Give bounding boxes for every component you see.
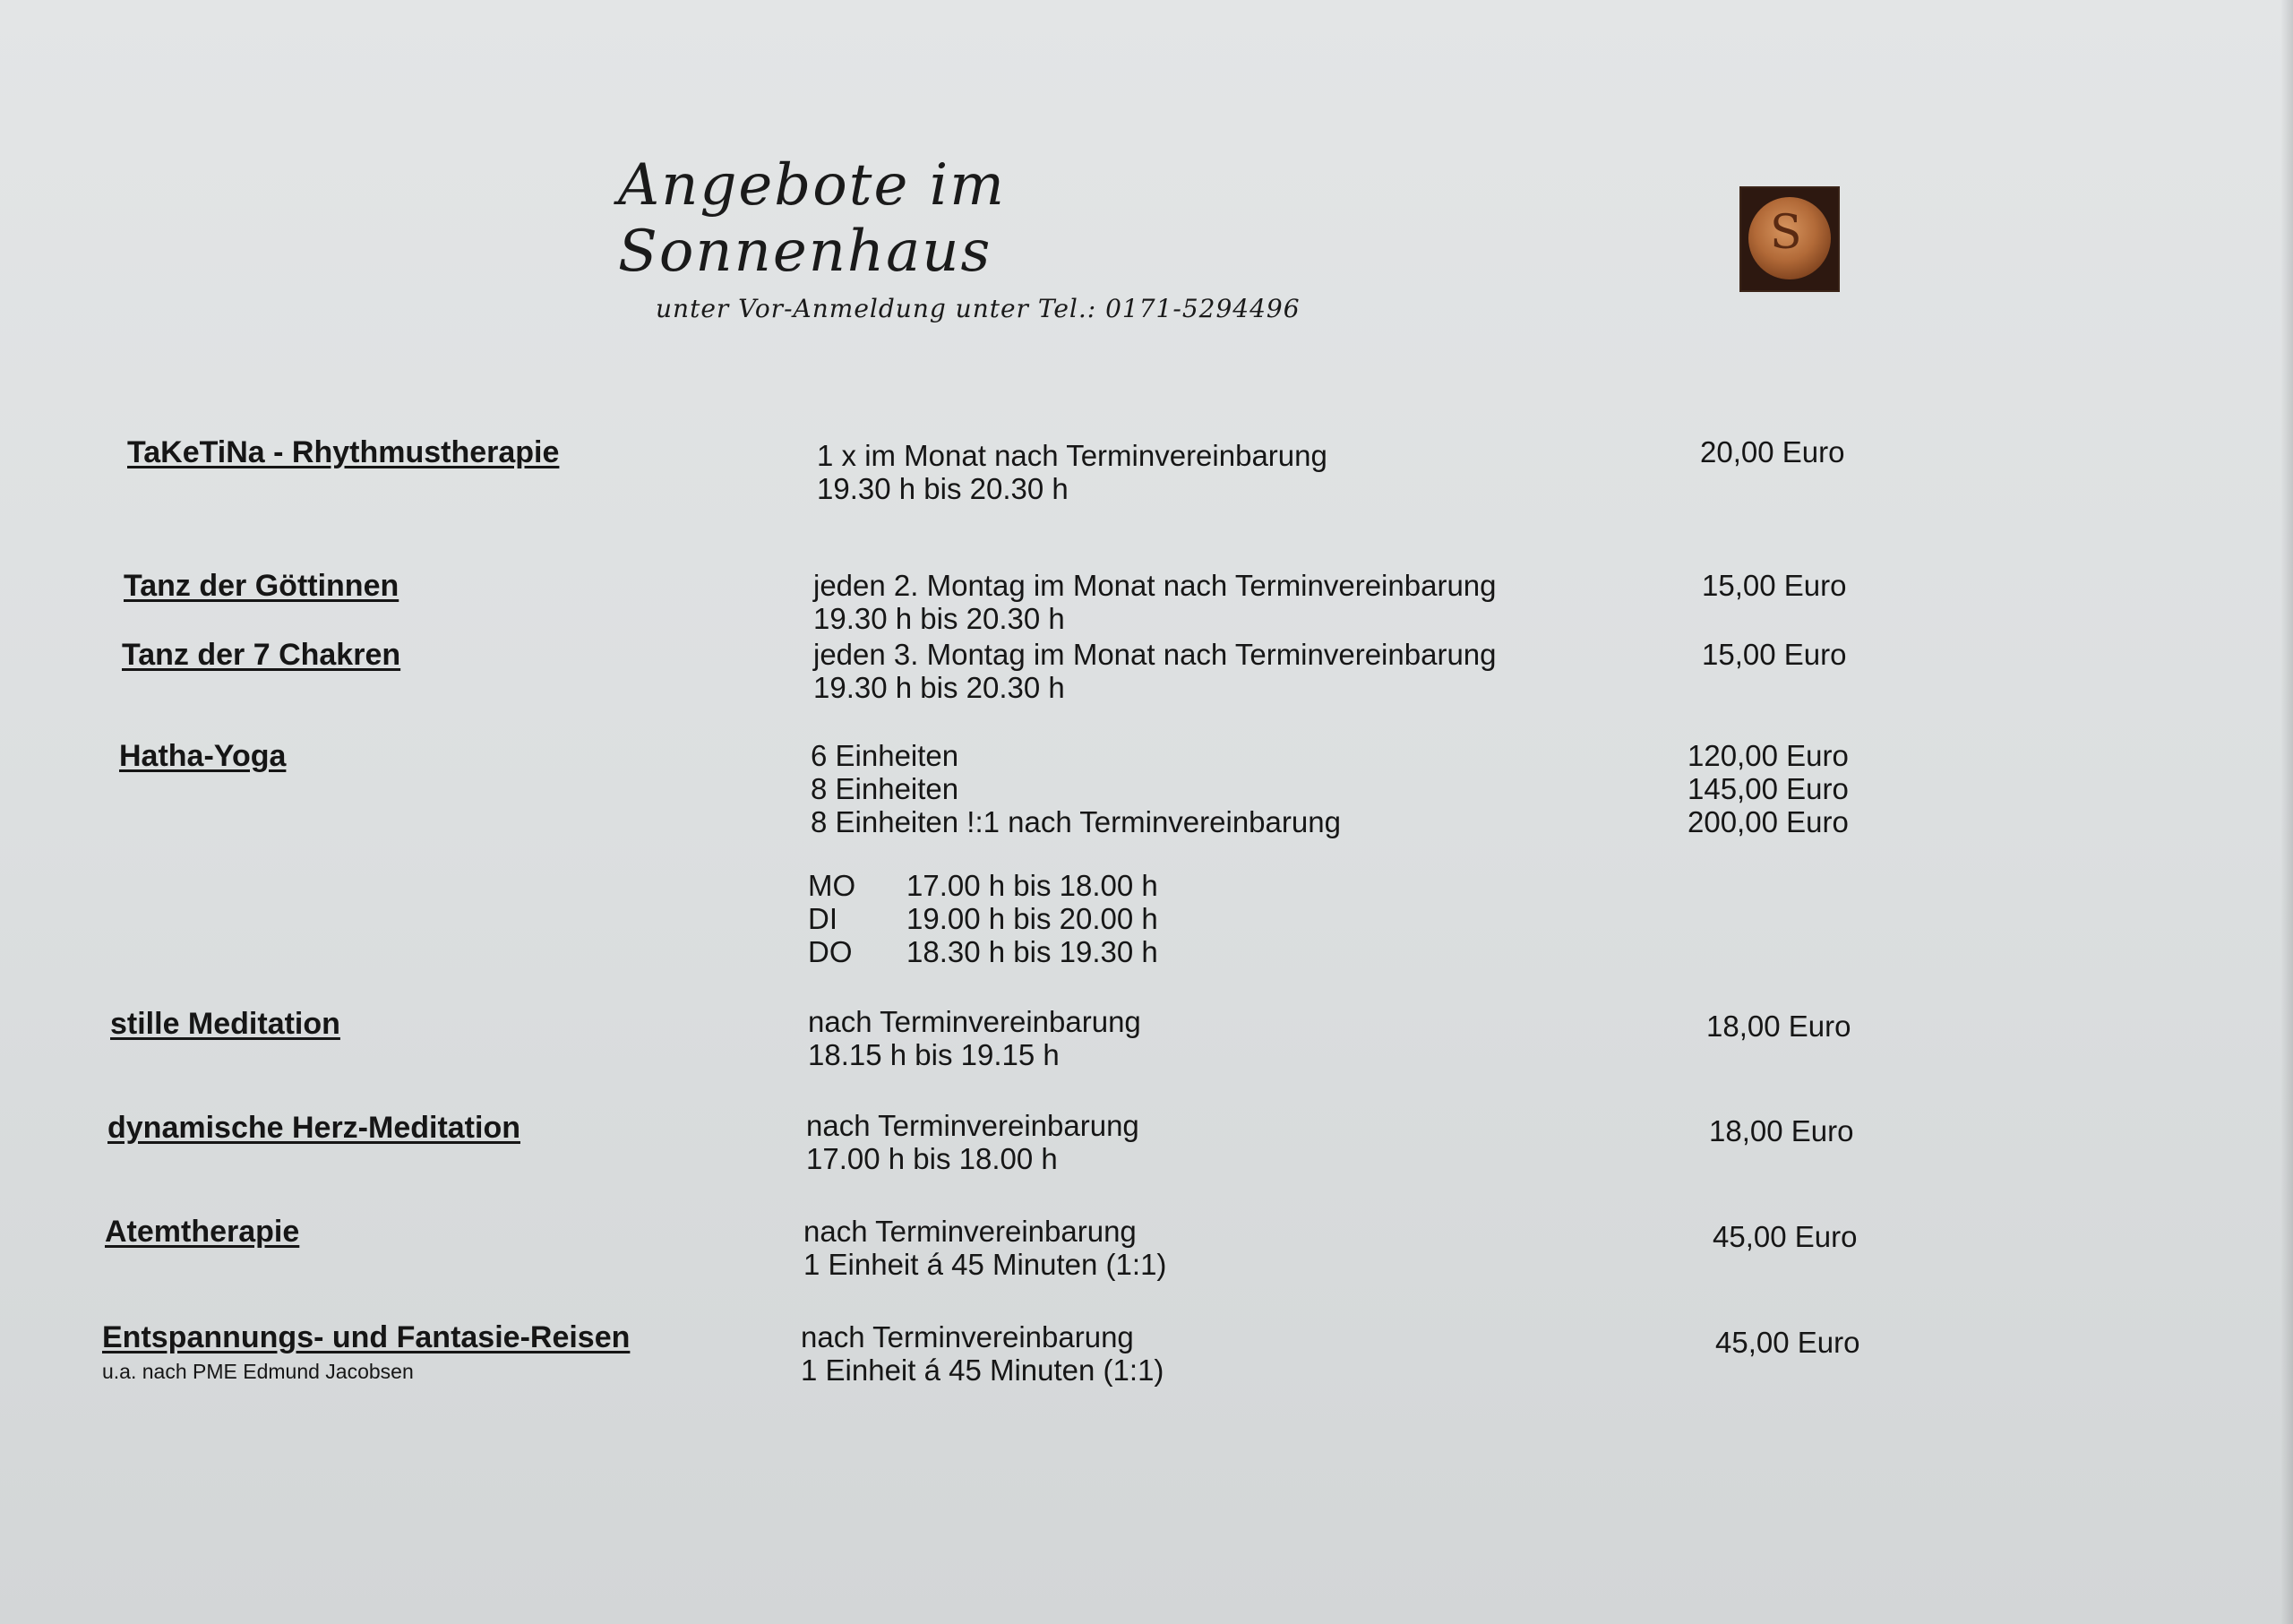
schedule-row <box>808 902 1158 935</box>
document-subtitle: unter Vor-Anmeldung unter Tel.: 0171-5294496 <box>656 294 1301 323</box>
offer-details <box>811 739 1341 838</box>
offer-note: u.a. nach PME Edmund Jacobsen <box>102 1360 414 1383</box>
offer-detail-line: 19.30 h bis 20.30 h <box>817 472 1069 505</box>
offer-detail-line: nach Terminvereinbarung <box>801 1320 1134 1353</box>
offer-price: 18,00 Euro <box>1709 1114 1854 1147</box>
offer-details <box>817 439 1327 505</box>
offer-detail-line: 6 Einheiten <box>811 739 959 772</box>
schedule-row <box>808 935 1158 968</box>
schedule-day: MO <box>808 869 856 902</box>
offer-detail-line: 1 Einheit á 45 Minuten (1:1) <box>801 1353 1164 1387</box>
offer-prices <box>1688 739 1849 838</box>
offer-details <box>813 638 1497 704</box>
offer-title: Entspannungs- und Fantasie-Reisen <box>102 1320 631 1354</box>
offer-title: Hatha-Yoga <box>119 739 287 773</box>
offer-price: 20,00 Euro <box>1700 435 1845 468</box>
logo-letter: S <box>1770 206 1802 260</box>
schedule-time: 17.00 h bis 18.00 h <box>906 869 1158 902</box>
offer-title: Tanz der 7 Chakren <box>122 638 401 672</box>
schedule-row <box>808 869 1158 902</box>
offer-title: Tanz der Göttinnen <box>124 569 399 603</box>
offer-price: 45,00 Euro <box>1713 1220 1858 1253</box>
offer-title: stille Meditation <box>110 1007 340 1041</box>
offer-detail-line: nach Terminvereinbarung <box>808 1005 1141 1038</box>
page-edge-shadow <box>2280 0 2293 1624</box>
offer-details <box>813 569 1497 635</box>
offer-title: Atemtherapie <box>105 1215 300 1249</box>
offer-detail-line: jeden 3. Montag im Monat nach Terminvereinbarung <box>813 638 1497 671</box>
yoga-schedule <box>808 869 1158 968</box>
offer-price: 18,00 Euro <box>1706 1010 1851 1043</box>
offer-price: 120,00 Euro <box>1688 739 1849 772</box>
schedule-time: 18.30 h bis 19.30 h <box>906 935 1158 968</box>
offer-detail-line: jeden 2. Montag im Monat nach Terminvereinbarung <box>813 569 1497 602</box>
document-header <box>618 152 1370 323</box>
offer-detail-line: 18.15 h bis 19.15 h <box>808 1038 1060 1071</box>
offer-title: TaKeTiNa - Rhythmustherapie <box>127 435 560 469</box>
schedule-day: DO <box>808 935 853 968</box>
offer-details <box>803 1215 1166 1281</box>
offer-price: 200,00 Euro <box>1688 805 1849 838</box>
offer-price: 15,00 Euro <box>1702 569 1847 602</box>
offer-details <box>806 1109 1139 1175</box>
offer-price: 15,00 Euro <box>1702 638 1847 671</box>
offer-title: dynamische Herz-Meditation <box>107 1111 520 1145</box>
offer-detail-line: 19.30 h bis 20.30 h <box>813 671 1065 704</box>
sun-logo-icon <box>1739 186 1840 292</box>
offer-detail-line: 1 Einheit á 45 Minuten (1:1) <box>803 1248 1167 1281</box>
offer-details <box>808 1005 1141 1071</box>
offer-detail-line: nach Terminvereinbarung <box>803 1215 1137 1248</box>
schedule-day: DI <box>808 902 837 935</box>
offer-price: 145,00 Euro <box>1688 772 1849 805</box>
document-title: Angebote im Sonnenhaus <box>618 152 1006 285</box>
schedule-time: 19.00 h bis 20.00 h <box>906 902 1158 935</box>
offer-detail-line: 8 Einheiten <box>811 772 959 805</box>
offer-details <box>801 1320 1164 1387</box>
offer-price: 45,00 Euro <box>1715 1326 1860 1359</box>
offer-detail-line: 19.30 h bis 20.30 h <box>813 602 1065 635</box>
offer-detail-line: 17.00 h bis 18.00 h <box>806 1142 1058 1175</box>
offer-detail-line: nach Terminvereinbarung <box>806 1109 1139 1142</box>
offer-detail-line: 1 x im Monat nach Terminvereinbarung <box>817 439 1327 472</box>
offer-detail-line: 8 Einheiten !:1 nach Terminvereinbarung <box>811 805 1341 838</box>
